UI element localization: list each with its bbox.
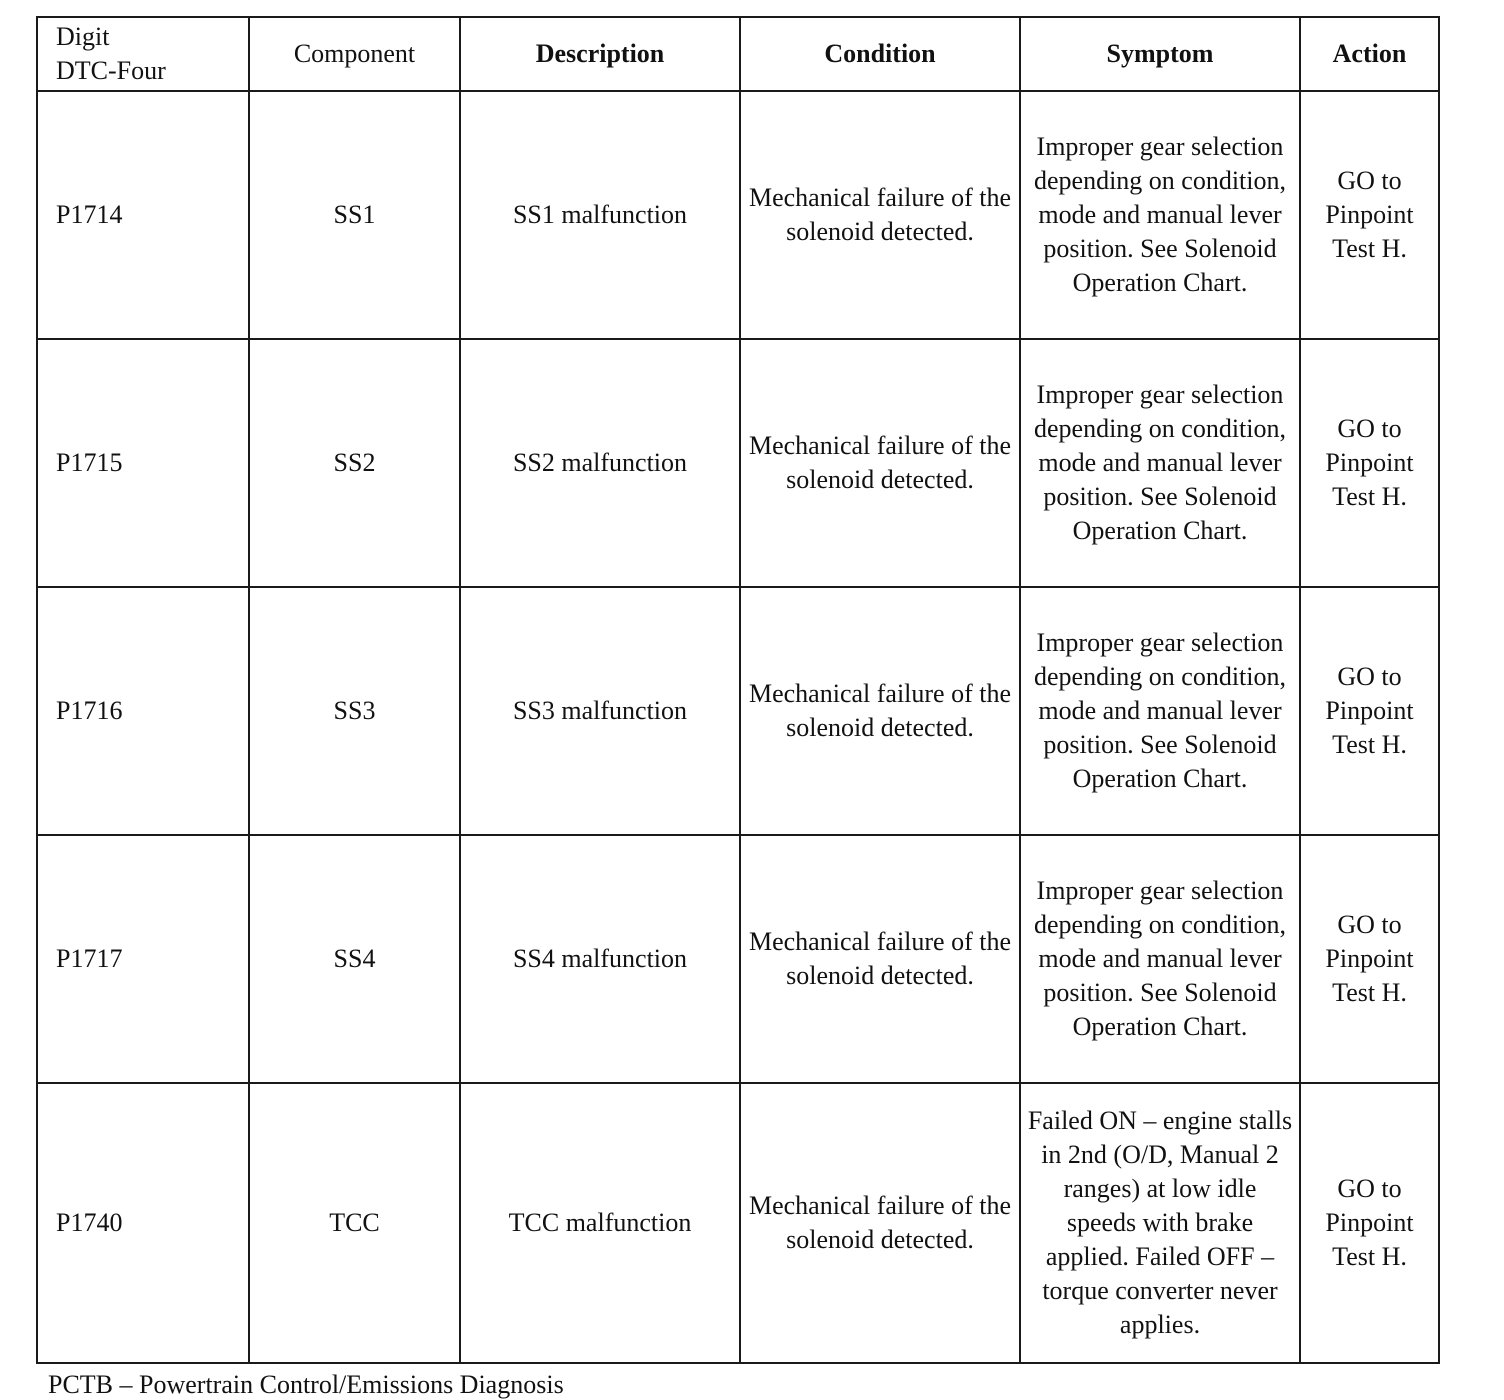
- condition-cell: Mechanical failure of the solenoid detected.: [740, 587, 1020, 835]
- symptom-cell: Failed ON – engine stalls in 2nd (O/D, Manual 2 ranges) at low idle speeds with brake applied. Failed OFF – torque converter never applies.: [1020, 1083, 1300, 1363]
- header-dtc: [37, 17, 249, 91]
- description-cell: SS1 malfunction: [460, 91, 740, 339]
- condition-cell: Mechanical failure of the solenoid detected.: [740, 91, 1020, 339]
- dtc-code-cell: P1716: [37, 587, 249, 835]
- dtc-code-cell: P1740: [37, 1083, 249, 1363]
- action-cell: GO to Pinpoint Test H.: [1300, 91, 1439, 339]
- table-body: [37, 91, 1439, 1363]
- footer-caption: PCTB – Powertrain Control/Emissions Diagnosis: [48, 1370, 564, 1399]
- description-cell: SS4 malfunction: [460, 835, 740, 1083]
- table-row: [37, 339, 1439, 587]
- symptom-cell: Improper gear selection depending on condition, mode and manual lever position. See Solenoid Operation Chart.: [1020, 587, 1300, 835]
- action-cell: GO to Pinpoint Test H.: [1300, 835, 1439, 1083]
- header-action: Action: [1300, 17, 1439, 91]
- dtc-code-cell: P1715: [37, 339, 249, 587]
- condition-cell: Mechanical failure of the solenoid detected.: [740, 339, 1020, 587]
- symptom-cell: Improper gear selection depending on condition, mode and manual lever position. See Solenoid Operation Chart.: [1020, 91, 1300, 339]
- condition-cell: Mechanical failure of the solenoid detected.: [740, 1083, 1020, 1363]
- header-condition: Condition: [740, 17, 1020, 91]
- table-row: [37, 91, 1439, 339]
- header-symptom: Symptom: [1020, 17, 1300, 91]
- component-cell: SS3: [249, 587, 460, 835]
- header-dtc-line2: DTC-Four: [56, 56, 166, 85]
- table-row: [37, 1083, 1439, 1363]
- table-row: [37, 587, 1439, 835]
- component-cell: TCC: [249, 1083, 460, 1363]
- description-cell: SS2 malfunction: [460, 339, 740, 587]
- dtc-code-cell: P1714: [37, 91, 249, 339]
- component-cell: SS1: [249, 91, 460, 339]
- dtc-table-container: [36, 16, 1438, 1364]
- description-cell: SS3 malfunction: [460, 587, 740, 835]
- header-component: Component: [249, 17, 460, 91]
- header-dtc-line1: Digit: [56, 22, 110, 51]
- dtc-table: [36, 16, 1440, 1364]
- action-cell: GO to Pinpoint Test H.: [1300, 339, 1439, 587]
- component-cell: SS4: [249, 835, 460, 1083]
- table-header: [37, 17, 1439, 91]
- header-row: [37, 17, 1439, 91]
- header-description: Description: [460, 17, 740, 91]
- action-cell: GO to Pinpoint Test H.: [1300, 1083, 1439, 1363]
- description-cell: TCC malfunction: [460, 1083, 740, 1363]
- symptom-cell: Improper gear selection depending on condition, mode and manual lever position. See Solenoid Operation Chart.: [1020, 339, 1300, 587]
- dtc-code-cell: P1717: [37, 835, 249, 1083]
- symptom-cell: Improper gear selection depending on condition, mode and manual lever position. See Solenoid Operation Chart.: [1020, 835, 1300, 1083]
- condition-cell: Mechanical failure of the solenoid detected.: [740, 835, 1020, 1083]
- action-cell: GO to Pinpoint Test H.: [1300, 587, 1439, 835]
- component-cell: SS2: [249, 339, 460, 587]
- table-row: [37, 835, 1439, 1083]
